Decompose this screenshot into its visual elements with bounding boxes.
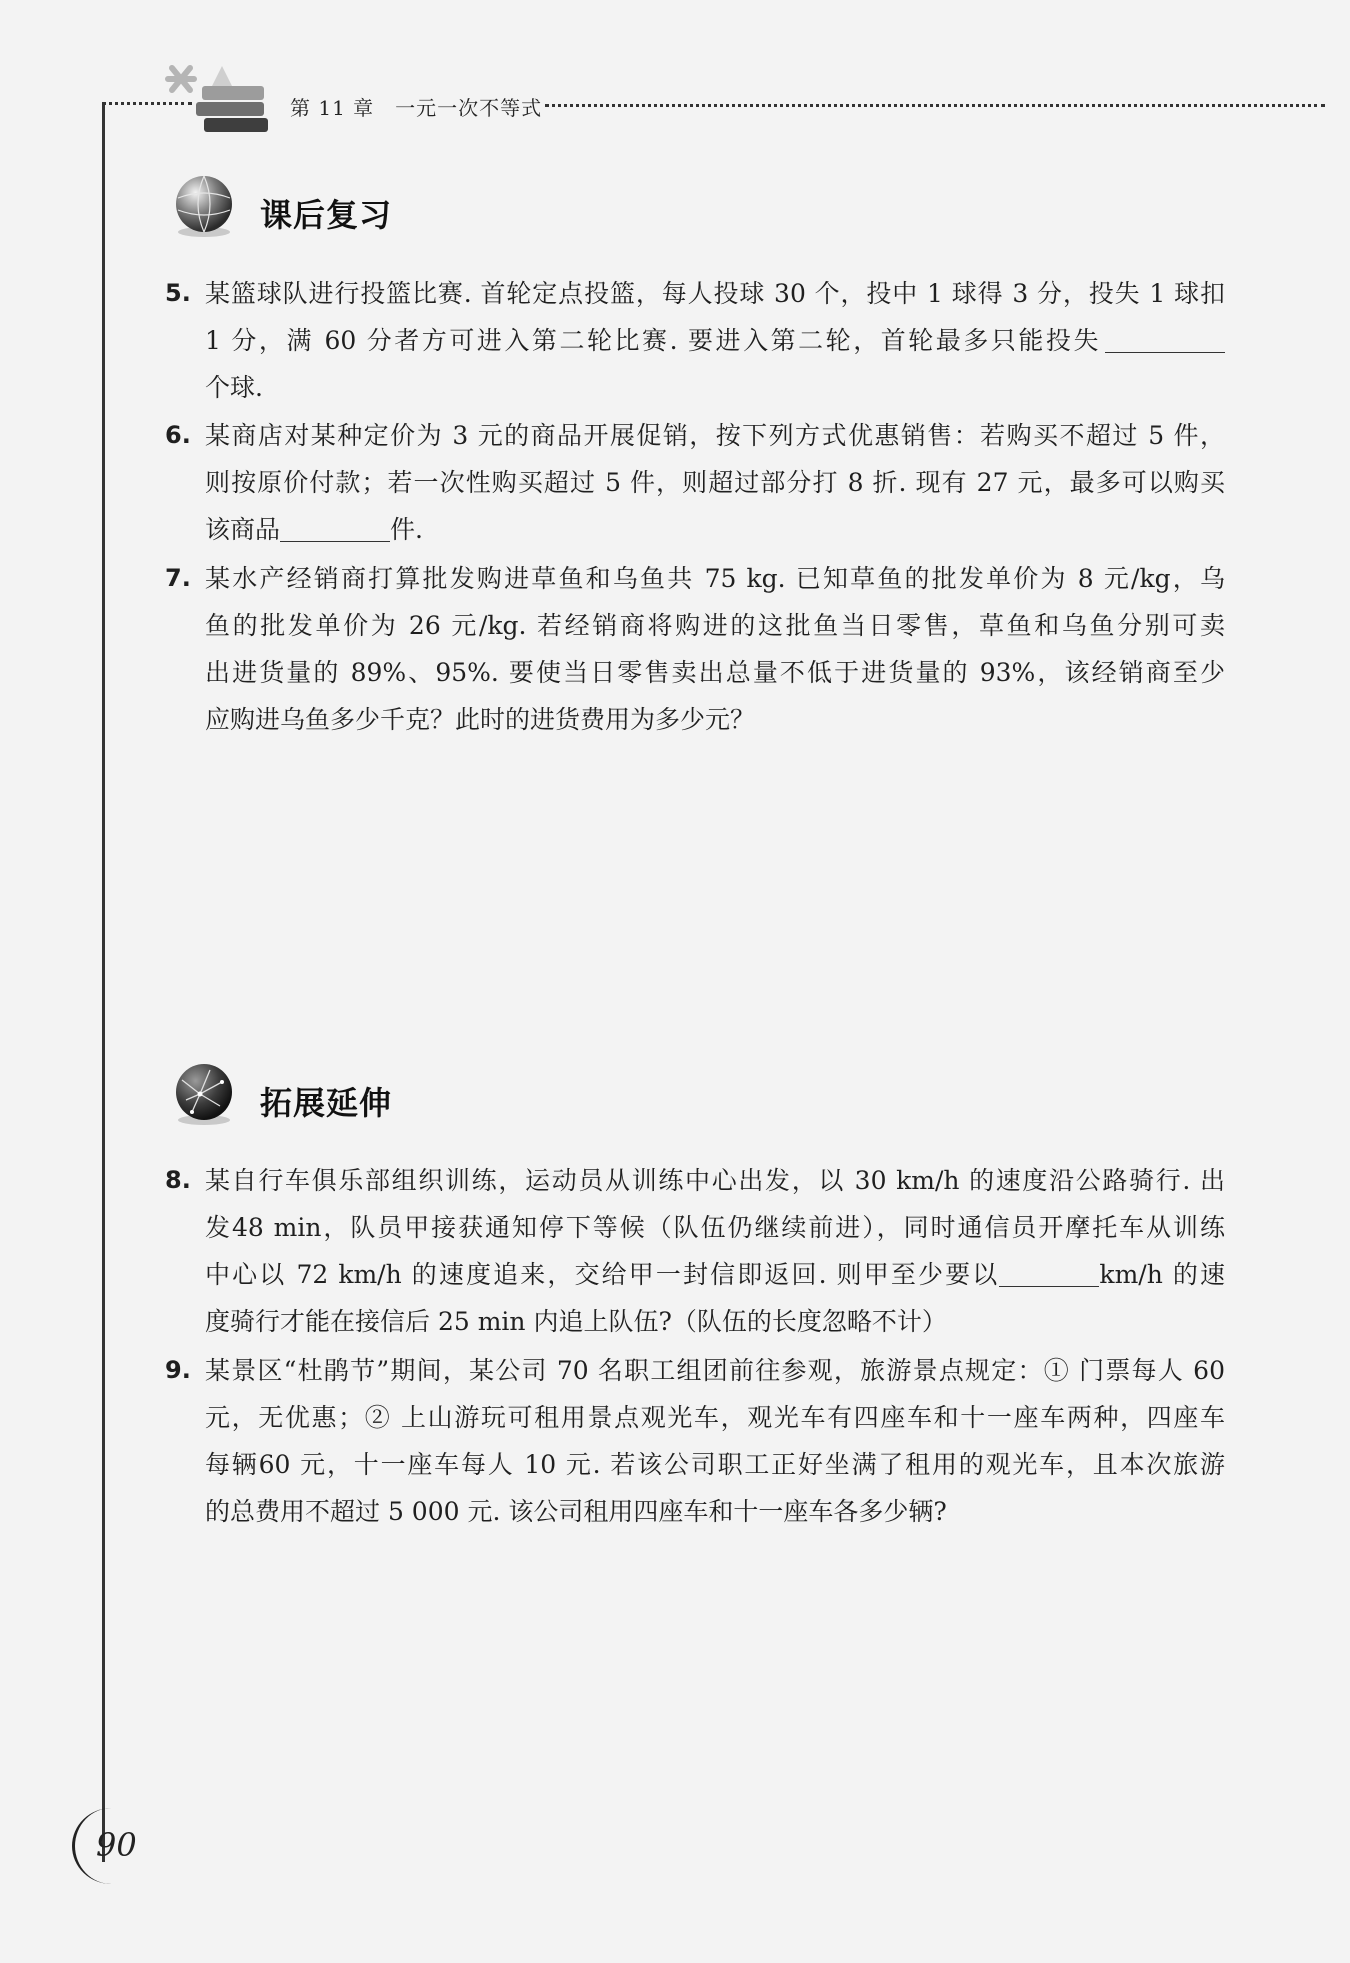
problem-line: 的总费用不超过 5 000 元. 该公司租用四座车和十一座车各多少辆? xyxy=(205,1497,947,1526)
problem-5 xyxy=(165,270,1225,411)
problem-line: 应购进乌鱼多少千克？此时的进货费用为多少元？ xyxy=(205,705,756,734)
problem-line xyxy=(165,1251,1225,1298)
problem-number: 6. xyxy=(165,421,191,449)
answer-blank[interactable] xyxy=(280,513,390,542)
problem-text: km/h 的速 xyxy=(1099,1260,1225,1289)
problem-line: 某自行车俱乐部组织训练，运动员从训练中心出发，以 30 km/h 的速度沿公路骑行. 出 xyxy=(205,1166,1225,1195)
problem-number: 7. xyxy=(165,564,191,592)
problem-text: 该商品 xyxy=(205,515,281,544)
problem-8 xyxy=(165,1157,1225,1345)
problem-number: 5. xyxy=(165,279,191,307)
problem-text: 1 分，满 60 分者方可进入第二轮比赛. 要进入第二轮，首轮最多只能投失 xyxy=(205,326,1101,355)
problem-line xyxy=(165,506,1225,553)
problem-text: 中心以 72 km/h 的速度追来，交给甲一封信即返回. 则甲至少要以 xyxy=(205,1260,1000,1289)
problem-line: 鱼的批发单价为 26 元/kg. 若经销商将购进的这批鱼当日零售，草鱼和乌鱼分别可卖 xyxy=(205,611,1225,640)
problem-line: 某商店对某种定价为 3 元的商品开展促销，按下列方式优惠销售：若购买不超过 5 件， xyxy=(205,421,1225,450)
page-number: 90 xyxy=(96,1826,137,1864)
problem-line: 度骑行才能在接信后 25 min 内追上队伍?（队伍的长度忽略不计） xyxy=(205,1307,947,1336)
problem-7 xyxy=(165,555,1225,743)
problem-line xyxy=(165,317,1225,364)
answer-blank[interactable] xyxy=(999,1258,1099,1287)
chapter-title: 第 11 章 一元一次不等式 xyxy=(290,96,543,120)
problem-number: 9. xyxy=(165,1356,191,1384)
problem-line: 出进货量的 89%、95%. 要使当日零售卖出总量不低于进货量的 93%，该经销商至少 xyxy=(205,658,1225,687)
problem-line: 某景区“杜鹃节”期间，某公司 70 名职工组团前往参观，旅游景点规定：① 门票每人 60 xyxy=(205,1356,1225,1385)
problem-line: 每辆60 元，十一座车每人 10 元. 若该公司职工正好坐满了租用的观光车，且本次旅游 xyxy=(205,1450,1225,1479)
problem-line: 则按原价付款；若一次性购买超过 5 件，则超过部分打 8 折. 现有 27 元，最多可以购买 xyxy=(205,468,1225,497)
books-decoration-icon xyxy=(162,60,282,140)
section-heading-extension xyxy=(170,1060,570,1140)
margin-dotted-rule xyxy=(102,102,105,1862)
problem-number: 8. xyxy=(165,1166,191,1194)
answer-blank[interactable] xyxy=(1105,324,1225,353)
globe-icon xyxy=(170,172,238,240)
problem-line: 个球. xyxy=(205,373,263,402)
problem-line: 元，无优惠；② 上山游玩可租用景点观光车，观光车有四座车和十一座车两种，四座车 xyxy=(205,1403,1225,1432)
problem-line: 发48 min，队员甲接获通知停下等候（队伍仍继续前进），同时通信员开摩托车从训练 xyxy=(205,1213,1225,1242)
problem-text: 件. xyxy=(390,515,423,544)
problem-line: 某水产经销商打算批发购进草鱼和乌鱼共 75 kg. 已知草鱼的批发单价为 8 元/kg，乌 xyxy=(205,564,1225,593)
network-globe-icon xyxy=(170,1060,238,1128)
header-dotted-rule-right xyxy=(545,104,1325,107)
section-title: 拓展延伸 xyxy=(260,1084,393,1122)
section-title: 课后复习 xyxy=(260,196,393,234)
chapter-header xyxy=(100,60,1230,140)
section-heading-review xyxy=(170,172,570,252)
problem-line: 某篮球队进行投篮比赛. 首轮定点投篮，每人投球 30 个，投中 1 球得 3 分，投失 1 球扣 xyxy=(205,279,1225,308)
problem-6 xyxy=(165,412,1225,553)
problem-9 xyxy=(165,1347,1225,1535)
